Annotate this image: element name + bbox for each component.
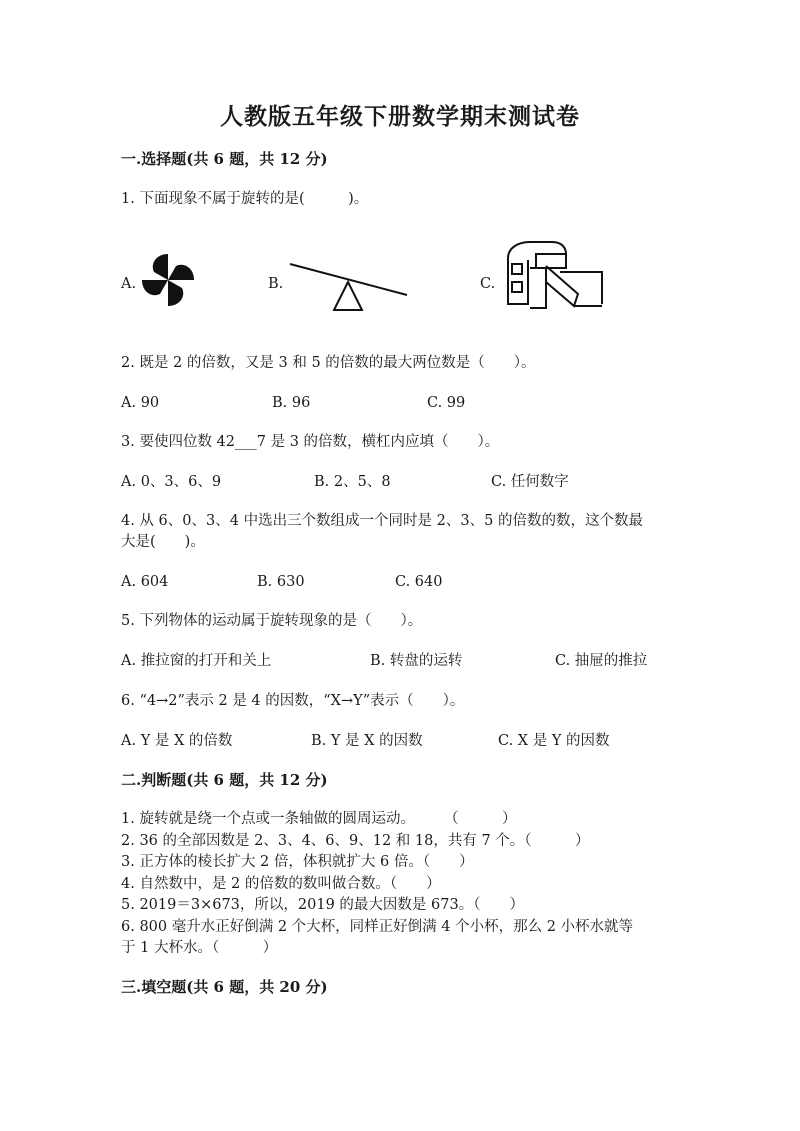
question-3-stem: 3. 要使四位数 42___7 是 3 的倍数，横杠内应填（ ）。: [121, 434, 500, 450]
judgement-item-5: 5. 2019＝3×673，所以，2019 的最大因数是 673。（ ）: [121, 897, 524, 913]
question-1-stem: 1. 下面现象不属于旋转的是( )。: [121, 191, 369, 207]
q1-option-b-label: B.: [268, 276, 284, 292]
section-heading-fill-in: 三.填空题(共 6 题，共 20 分): [121, 978, 328, 996]
page-title: 人教版五年级下册数学期末测试卷: [220, 103, 580, 130]
q5-option-a: A. 推拉窗的打开和关上: [121, 653, 272, 669]
question-4-stem-line-2: 大是( )。: [121, 534, 205, 550]
judgement-item-2: 2. 36 的全部因数是 2、3、4、6、9、12 和 18，共有 7 个。（ ）: [121, 833, 590, 849]
judgement-item-3: 3. 正方体的棱长扩大 2 倍，体积就扩大 6 倍。（ ）: [121, 854, 474, 870]
q6-option-c: C. X 是 Y 的因数: [498, 733, 610, 749]
q3-option-b: B. 2、5、8: [314, 474, 391, 490]
pinwheel-icon: [138, 250, 198, 310]
q6-option-b: B. Y 是 X 的因数: [311, 733, 423, 749]
q6-option-a: A. Y 是 X 的倍数: [121, 733, 233, 749]
section-heading-judgement: 二.判断题(共 6 题，共 12 分): [121, 771, 328, 789]
q4-option-a: A. 604: [121, 574, 169, 590]
q2-option-c: C. 99: [427, 395, 466, 411]
judgement-item-6-line-2: 于 1 大杯水。（ ）: [121, 940, 278, 956]
seesaw-icon: [285, 258, 415, 316]
section-heading-choice: 一.选择题(共 6 题，共 12 分): [121, 150, 328, 168]
q5-option-b: B. 转盘的运转: [370, 653, 463, 669]
q3-option-a: A. 0、3、6、9: [121, 474, 222, 490]
question-5-stem: 5. 下列物体的运动属于旋转现象的是（ ）。: [121, 613, 423, 629]
q3-option-c: C. 任何数字: [491, 474, 569, 490]
q4-option-c: C. 640: [395, 574, 443, 590]
q1-option-a-label: A.: [121, 276, 137, 292]
question-2-stem: 2. 既是 2 的倍数，又是 3 和 5 的倍数的最大两位数是（ ）。: [121, 355, 536, 371]
slide-icon: [500, 238, 606, 314]
judgement-item-1: 1. 旋转就是绕一个点或一条轴做的圆周运动。 （ ）: [121, 811, 517, 827]
judgement-item-4: 4. 自然数中，是 2 的倍数的数叫做合数。（ ）: [121, 876, 441, 892]
judgement-item-6-line-1: 6. 800 毫升水正好倒满 2 个大杯，同样正好倒满 4 个小杯，那么 2 小杯水就等: [121, 919, 634, 935]
q2-option-b: B. 96: [272, 395, 311, 411]
q2-option-a: A. 90: [121, 395, 160, 411]
q1-option-c-label: C.: [480, 276, 496, 292]
q4-option-b: B. 630: [257, 574, 305, 590]
q5-option-c: C. 抽屉的推拉: [555, 653, 648, 669]
question-4-stem-line-1: 4. 从 6、0、3、4 中选出三个数组成一个同时是 2、3、5 的倍数的数，这个数最: [121, 513, 643, 529]
question-6-stem: 6. “4→2”表示 2 是 4 的因数，“X→Y”表示（ ）。: [121, 693, 465, 709]
